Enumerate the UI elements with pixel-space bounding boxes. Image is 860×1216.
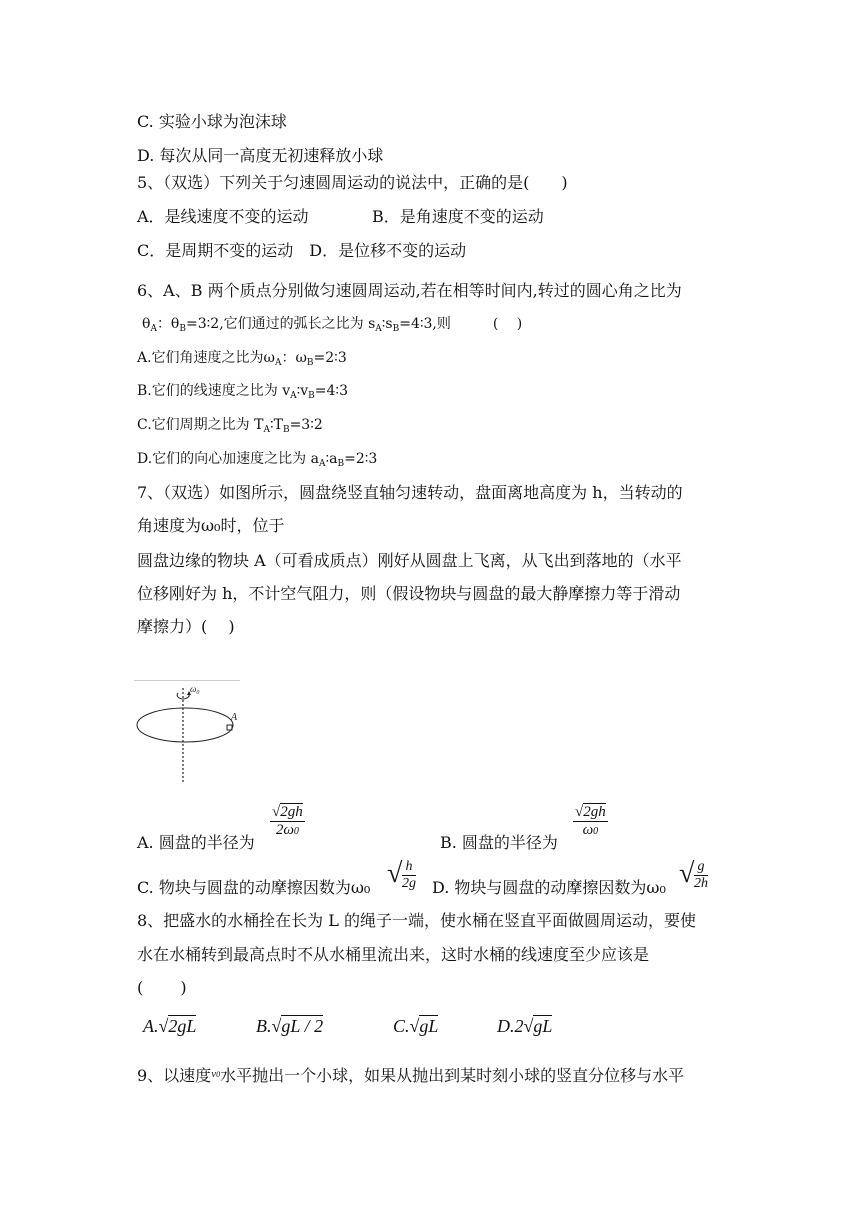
- q8-option-a: A.√2gL: [143, 1016, 197, 1036]
- question-7: 7、（双选）如图所示，圆盘绕竖直轴匀速转动，盘面离地高度为 h，当转动的: [137, 483, 683, 502]
- q8-option-b: B.√gL / 2: [256, 1016, 324, 1036]
- q6-option-b: B.它们的线速度之比为 $v_A∶v_B=4∶3$: [137, 383, 348, 401]
- option-c-line: C. 实验小球为泡沫球: [137, 112, 287, 131]
- question-7-line2: 角速度为ω₀时，位于: [137, 516, 285, 535]
- q7-option-c-fraction: $\frac{h}{2g}$: [402, 859, 416, 891]
- question-7-line4: 位移刚好为 h，不计空气阻力，则（假设物块与圆盘的最大静摩擦力等于滑动: [137, 584, 681, 603]
- q5-option-cd: C．是周期不变的运动 D．是位移不变的运动: [137, 241, 467, 260]
- q7-option-d: D. 物块与圆盘的动摩擦因数为ω₀: [432, 878, 666, 897]
- q8-option-d: D.2√gL: [497, 1016, 553, 1036]
- question-7-line3: 圆盘边缘的物块 A（可看成质点）刚好从圆盘上飞离，从飞出到落地的（水平: [137, 551, 682, 570]
- question-6-line2: $\theta_A$：$\theta_B=3∶2$,它们通过的弧长之比为 $s_A∶s_B=4∶3$,则 ( ): [142, 316, 523, 334]
- question-7-line5: 摩擦力）( ): [137, 617, 235, 636]
- disc-ellipse: [137, 708, 233, 742]
- q7-option-c: C. 物块与圆盘的动摩擦因数为ω₀: [137, 878, 371, 897]
- q7-option-d-radical: √: [679, 858, 695, 889]
- question-8-line3: ( ): [137, 978, 187, 997]
- q6-option-d: D.它们的向心加速度之比为 $a_A∶a_B=2∶3$: [137, 451, 378, 469]
- question-8-line2: 水在水桶转到最高点时不从水桶里流出来，这时水桶的线速度至少应该是: [137, 945, 650, 964]
- omega-label: $\omega_0$: [190, 684, 200, 696]
- q7-option-b: B. 圆盘的半径为: [440, 833, 558, 852]
- disc-figure: [134, 680, 244, 785]
- q7-option-a: A. 圆盘的半径为: [137, 833, 255, 852]
- q7-option-c-radical: √: [387, 858, 403, 889]
- question-9: 9、以速度$^{v0}$水平抛出一个小球，如果从抛出到某时刻小球的竖直分位移与水平: [137, 1066, 685, 1085]
- q8-option-c: C.√gL: [393, 1016, 439, 1036]
- block-a-label: A: [231, 712, 238, 723]
- question-5: 5、（双选）下列关于匀速圆周运动的说法中，正确的是( ): [137, 173, 568, 192]
- q7-option-d-fraction: $\frac{g}{2h}$: [694, 859, 708, 891]
- q5-option-b: B．是角速度不变的运动: [372, 207, 544, 226]
- question-8: 8、把盛水的水桶拴在长为 L 的绳子一端，使水桶在竖直平面做圆周运动，要使: [137, 911, 696, 930]
- question-6: 6、A、B 两个质点分别做匀速圆周运动,若在相等时间内,转过的圆心角之比为: [137, 281, 682, 300]
- q6-option-a: A.它们角速度之比为$\omega_A$：$\omega_B=2∶3$: [137, 350, 347, 368]
- q6-option-c: C.它们周期之比为 $T_A∶T_B=3∶2$: [137, 417, 323, 435]
- q7-option-b-fraction: $\frac{√2gh}{\omega 0}$: [575, 804, 606, 838]
- q7-option-a-fraction: $\frac{√2gh}{2\omega 0}$: [272, 804, 303, 838]
- q5-option-a: A．是线速度不变的运动: [137, 207, 309, 226]
- option-d-line: D. 每次从同一高度无初速释放小球: [137, 146, 384, 165]
